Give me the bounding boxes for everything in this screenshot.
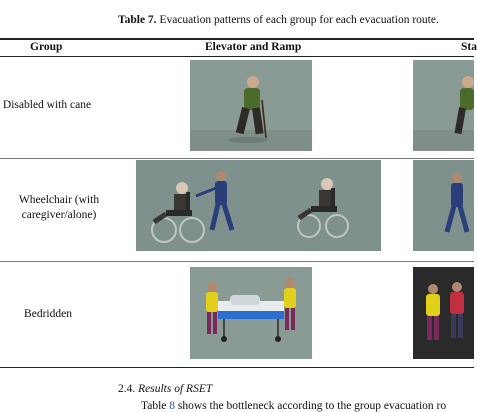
table-top-rule [0, 38, 474, 40]
image-cane-stairs [413, 60, 474, 151]
section-number: 2.4. [118, 383, 136, 395]
table-header-rule [0, 56, 474, 57]
row-label-line1: Wheelchair (with [18, 194, 100, 206]
header-elevator-ramp: Elevator and Ramp [205, 41, 302, 53]
row-label-line1: Bedridden [24, 308, 72, 320]
row-label-line1: Disabled with cane [2, 99, 92, 111]
header-stairs: Sta [461, 41, 477, 53]
row-label-bedridden [18, 307, 78, 322]
table-reference-link[interactable]: 8 [169, 400, 176, 412]
table-caption-text: Evacuation patterns of each group for each evacuation route. [156, 14, 439, 26]
image-bedridden-elevator [190, 267, 312, 359]
table-caption-label: Table 7. [118, 14, 157, 26]
row-label-disabled-cane [0, 98, 94, 113]
row-divider-1 [0, 158, 474, 159]
row-label-line2: caregiver/alone) [21, 209, 97, 221]
image-wheelchair-alone [259, 160, 381, 251]
body-paragraph [141, 400, 446, 412]
section-heading [118, 383, 212, 395]
image-cane-elevator [190, 60, 312, 151]
body-text-before-ref: Table [141, 400, 170, 412]
table-caption [118, 14, 439, 26]
image-bedridden-stairs [413, 267, 474, 359]
table-bottom-rule [0, 367, 474, 368]
body-text-after-ref: shows the bottleneck according to the group evacuation ro [175, 400, 447, 412]
header-group: Group [30, 41, 63, 53]
section-title: Results of RSET [138, 383, 213, 395]
row-divider-2 [0, 261, 474, 262]
row-label-wheelchair [0, 193, 118, 223]
image-wheelchair-caregiver [136, 160, 259, 251]
image-wheelchair-stairs [413, 160, 474, 251]
